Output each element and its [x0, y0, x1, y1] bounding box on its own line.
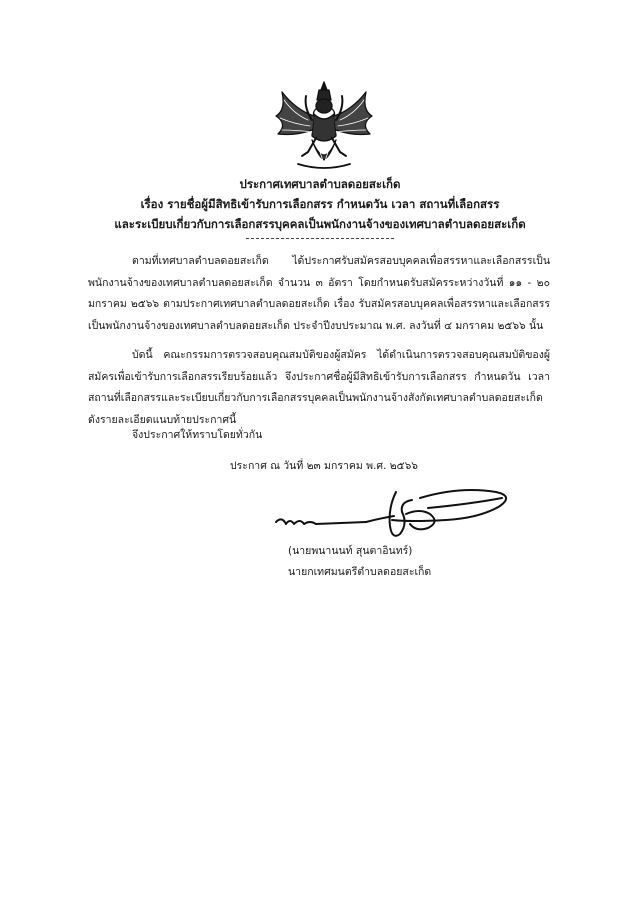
heading-line-2: เรื่อง รายชื่อผู้มีสิทธิเข้ารับการเลือกสรร กำหนดวัน เวลา สถานที่เลือกสรร [140, 197, 500, 211]
heading-separator [246, 238, 394, 239]
body-paragraph-2: บัดนี้ คณะกรรมการตรวจสอบคุณสมบัติของผู้สมัคร ได้ดำเนินการตรวจสอบคุณสมบัติของผู้สมัครเพื่อเข้ารับการเลือกสรรเรียบร้อยแล้ว จึงประกาศชื่อผู้มีสิทธิเข้ารับการเลือกสรร กำหนดวัน เวลา สถานที่เลือกสรรและระเบียบเกี่ยวกับการเลือกสรรบุคคลเป็นพนักงานจ้างสังกัดเทศบาลตำบลดอยสะเก็ด ดังรายละเอียดแนบท้ายประกาศนี้ [88, 349, 550, 426]
signer-name: (นายพนานนท์ สุนตาอินทร์) [288, 545, 413, 557]
body-paragraph-1: ตามที่เทศบาลตำบลดอยสะเก็ด ได้ประกาศรับสมัครสอบบุคคลเพื่อสรรหาและเลือกสรรเป็นพนักงานจ้างของเทศบาลตำบลดอยสะเก็ด จำนวน ๓ อัตรา โดยกำหนดรับสมัครระหว่างวันที่ ๑๑ - ๒๐ มกราคม ๒๕๖๖ ตามประกาศเทศบาลตำบลดอยสะเก็ด เรื่อง รับสมัครสอบบุคคลเพื่อสรรหาและเลือกสรรเป็นพนักงานจ้างของเทศบาลตำบลดอยสะเก็ด ประจำปีงบประมาณ พ.ศ. ลงวันที่ ๔ มกราคม ๒๕๖๖ นั้น [88, 255, 550, 332]
heading-line-1: ประกาศเทศบาลตำบลดอยสะเก็ด [239, 177, 401, 191]
announcement-dateline: ประกาศ ณ วันที่ ๒๓ มกราคม พ.ศ. ๒๕๖๖ [230, 460, 418, 472]
signer-title: นายกเทศมนตรีตำบลดอยสะเก็ด [288, 566, 432, 578]
body-paragraph-3: จึงประกาศให้ทราบโดยทั่วกัน [132, 429, 263, 441]
heading-line-3: และระเบียบเกี่ยวกับการเลือกสรรบุคคลเป็นพนักงานจ้างของเทศบาลตำบลดอยสะเก็ด [114, 217, 526, 231]
garuda-emblem-icon [268, 80, 380, 172]
handwritten-signature [270, 478, 520, 548]
